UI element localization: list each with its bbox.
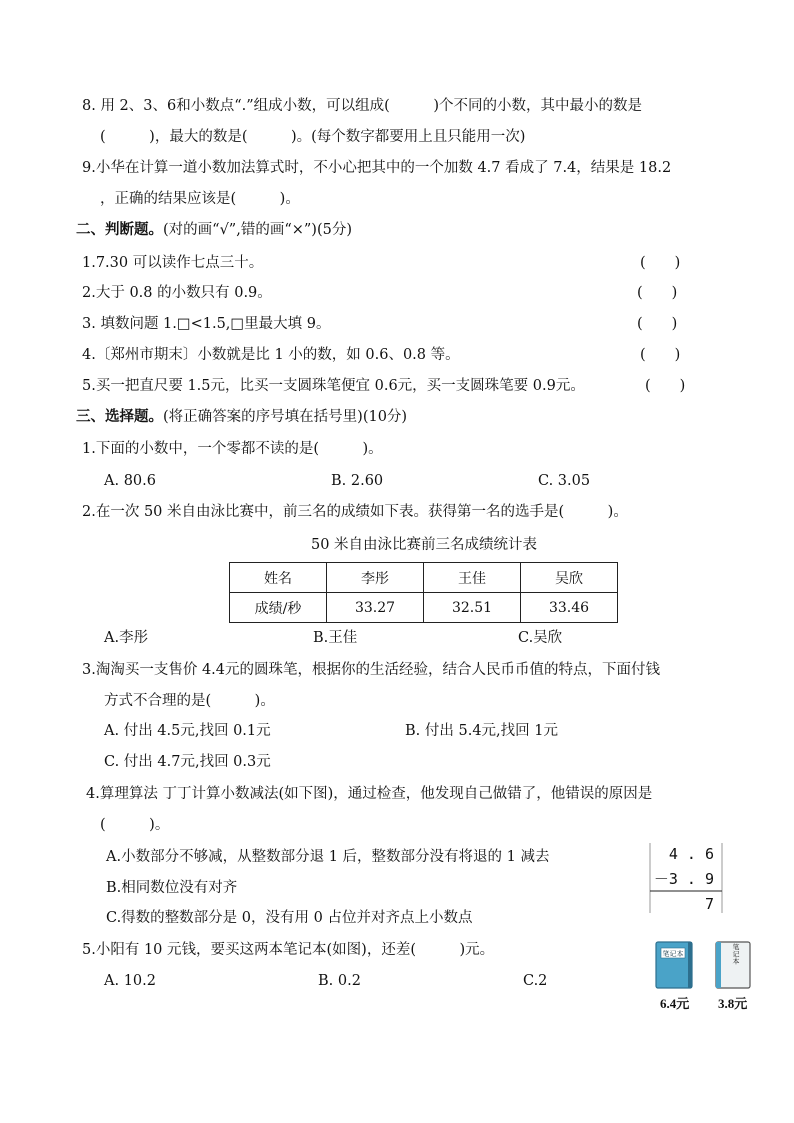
notebook-white xyxy=(714,940,754,994)
calc-minuend: 4 . 6 xyxy=(668,845,714,863)
q8-line1: 8. 用 2、3、6和小数点“.”组成小数，可以组成( )个不同的小数，其中最小的数是 xyxy=(82,98,642,114)
choice-q1-option-b[interactable]: B. 2.60 xyxy=(331,473,384,489)
choice-q1-stem: 1.下面的小数中，一个零都不读的是( )。 xyxy=(82,441,383,457)
q9-line2: ，正确的结果应该是( )。 xyxy=(100,191,300,207)
notebook-white-label: 笔记本 xyxy=(732,943,740,965)
choice-q3-option-b[interactable]: B. 付出 5.4元,找回 1元 xyxy=(405,723,558,739)
notebook-blue-label: 笔记本 xyxy=(662,950,684,958)
table-row xyxy=(230,563,618,593)
table-header-cell: 姓名 xyxy=(230,563,327,593)
section3-note: (将正确答案的序号填在括号里)(10分) xyxy=(163,409,408,425)
table-header-cell: 吴欣 xyxy=(521,563,618,593)
section2-title: 二、判断题。 xyxy=(76,221,163,238)
choice-q2-stem: 2.在一次 50 米自由泳比赛中，前三名的成绩如下表。获得第一名的选手是( )。 xyxy=(82,504,628,520)
choice-q1-option-c[interactable]: C. 3.05 xyxy=(538,473,591,489)
choice-q2-option-a[interactable]: A.李彤 xyxy=(104,630,149,646)
choice-q3-line1: 3.淘淘买一支售价 4.4元的圆珠笔，根据你的生活经验，结合人民币币值的特点，下面付钱 xyxy=(82,662,660,678)
choice-q4-option-b[interactable]: B.相同数位没有对齐 xyxy=(106,880,238,896)
section3-heading xyxy=(76,407,407,427)
table-cell: 33.27 xyxy=(327,593,424,623)
notebook-white-icon xyxy=(714,940,754,990)
table-header-cell: 王佳 xyxy=(424,563,521,593)
judge-paren-5[interactable]: ( ) xyxy=(645,378,686,394)
choice-q5-option-b[interactable]: B. 0.2 xyxy=(318,973,361,989)
choice-q4-line1: 4.算理算法 丁丁计算小数减法(如下图)，通过检查，他发现自己做错了，他错误的原因是 xyxy=(86,786,653,802)
table-cell: 成绩/秒 xyxy=(230,593,327,623)
judge-item-4: 4.〔郑州市期末〕小数就是比 1 小的数，如 0.6、0.8 等。 xyxy=(82,347,460,363)
choice-q4-line2: ( )。 xyxy=(100,817,170,833)
notebook-blue-icon xyxy=(654,940,696,990)
calc-subtrahend: －3 . 9 xyxy=(653,870,714,888)
section2-note: (对的画“√”,错的画“×”)(5分) xyxy=(163,222,353,238)
notebook-blue-price: 6.4元 xyxy=(660,996,690,1011)
choice-q4-option-a[interactable]: A.小数部分不够减，从整数部分退 1 后，整数部分没有将退的 1 减去 xyxy=(106,849,550,865)
q9-line1: 9.小华在计算一道小数加法算式时，不小心把其中的一个加数 4.7 看成了 7.4，结果是 18.2 xyxy=(82,160,672,176)
judge-item-5: 5.买一把直尺要 1.5元，比买一支圆珠笔便宜 0.6元，买一支圆珠笔要 0.9元。 xyxy=(82,378,585,394)
choice-q3-line2: 方式不合理的是( )。 xyxy=(104,693,275,709)
calc-result: 7 xyxy=(704,895,714,913)
choice-q2-option-c[interactable]: C.吴欣 xyxy=(518,630,563,646)
choice-q5-option-c[interactable]: C.2 xyxy=(523,973,548,989)
q8-line2: ( )，最大的数是( )。(每个数字都要用上且只能用一次) xyxy=(100,129,526,145)
judge-paren-3[interactable]: ( ) xyxy=(637,316,678,332)
choice-q4-option-c[interactable]: C.得数的整数部分是 0，没有用 0 占位并对齐点上小数点 xyxy=(106,910,473,926)
judge-paren-1[interactable]: ( ) xyxy=(640,255,681,271)
notebook-white-price: 3.8元 xyxy=(718,996,748,1011)
table-header-cell: 李彤 xyxy=(327,563,424,593)
choice-q3-option-a[interactable]: A. 付出 4.5元,找回 0.1元 xyxy=(104,723,271,739)
table-cell: 33.46 xyxy=(521,593,618,623)
score-table-title: 50 米自由泳比赛前三名成绩统计表 xyxy=(310,537,538,553)
choice-q1-option-a[interactable]: A. 80.6 xyxy=(104,473,156,489)
section2-heading xyxy=(76,220,352,240)
table-cell: 32.51 xyxy=(424,593,521,623)
judge-item-1: 1.7.30 可以读作七点三十。 xyxy=(82,255,264,271)
section3-title: 三、选择题。 xyxy=(76,408,163,425)
judge-item-2: 2.大于 0.8 的小数只有 0.9。 xyxy=(82,285,272,301)
score-table xyxy=(229,562,618,623)
table-row xyxy=(230,593,618,623)
vertical-subtraction xyxy=(648,843,726,913)
judge-paren-4[interactable]: ( ) xyxy=(640,347,681,363)
choice-q5-stem: 5.小阳有 10 元钱，要买这两本笔记本(如图)，还差( )元。 xyxy=(82,942,495,958)
notebook-blue xyxy=(654,940,696,994)
choice-q5-option-a[interactable]: A. 10.2 xyxy=(104,973,156,989)
judge-paren-2[interactable]: ( ) xyxy=(637,285,678,301)
choice-q3-option-c[interactable]: C. 付出 4.7元,找回 0.3元 xyxy=(104,754,271,770)
judge-item-3: 3. 填数问题 1.□<1.5,□里最大填 9。 xyxy=(82,316,331,332)
choice-q2-option-b[interactable]: B.王佳 xyxy=(313,630,358,646)
